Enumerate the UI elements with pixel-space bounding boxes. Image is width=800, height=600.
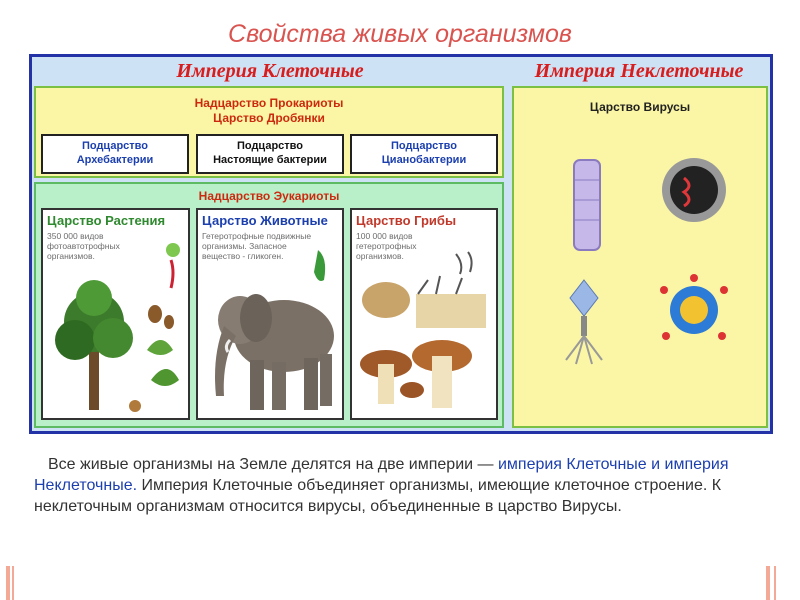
subkingdom-name: Настоящие бактерии: [213, 154, 327, 166]
kingdom-animals-title: Царство Животные: [202, 213, 328, 228]
virus-icon: [554, 140, 744, 370]
subkingdom-label: Подцарство: [81, 140, 149, 152]
tree-icon: [47, 230, 187, 418]
kingdom-animals-desc: Гетеротрофные подвижные организмы. Запасное вещество - гликоген.: [202, 231, 312, 261]
kingdom-animals: [196, 208, 344, 420]
empire-cellular-title: Империя Клеточные: [176, 60, 364, 82]
subkingdom-name: Цианобактерии: [381, 154, 467, 166]
decor-bar-right-thin: [774, 566, 776, 600]
subkingdom-name: Архебактерии: [76, 154, 154, 166]
viruses-panel: [512, 86, 768, 428]
decor-bar-left-thin: [12, 566, 14, 600]
empire-noncellular-title: Империя Неклеточные: [534, 60, 744, 82]
subkingdom-archaebacteria: [41, 134, 189, 174]
decor-bar-left: [6, 566, 10, 600]
prokaryotes-title: Надцарство Прокариоты: [194, 96, 344, 110]
elephant-icon: [200, 240, 344, 418]
footer-part1: Все живые организмы на Земле делятся на две империи —: [48, 456, 498, 473]
footer-highlight: империя Клеточные и империя Неклеточные.: [34, 456, 729, 494]
kingdom-plants-title: Царство Растения: [47, 213, 166, 228]
subkingdom-true-bacteria: [196, 134, 344, 174]
kingdom-plants: [41, 208, 190, 420]
prokaryotes-kingdom: Царство Дробянки: [213, 111, 325, 125]
kingdom-fungi: [350, 208, 498, 420]
kingdom-fungi-title: Царство Грибы: [356, 213, 457, 228]
footer-part2: Империя Клеточные объединяет организмы, имеющие клеточное строение. К неклеточным организмам относится вирусы, объединенные в царство Вирусы.: [34, 477, 722, 515]
subkingdom-cyanobacteria: [350, 134, 498, 174]
subkingdom-label: Подцарство: [390, 140, 458, 152]
kingdom-fungi-desc: 100 000 видов гетеротрофных организмов.: [356, 231, 417, 261]
mushroom-icon: [356, 240, 496, 418]
subkingdom-label: Подцарство: [236, 140, 304, 152]
eukaryotes-title: Надцарство Эукариоты: [198, 189, 340, 203]
decor-bar-right: [766, 566, 770, 600]
description-text: [34, 454, 754, 517]
viruses-title: Царство Вирусы: [589, 100, 691, 114]
kingdom-plants-desc: 350 000 видов фотоавтотрофных организмов.: [47, 231, 120, 261]
slide-title: Свойства живых организмов: [228, 20, 572, 48]
